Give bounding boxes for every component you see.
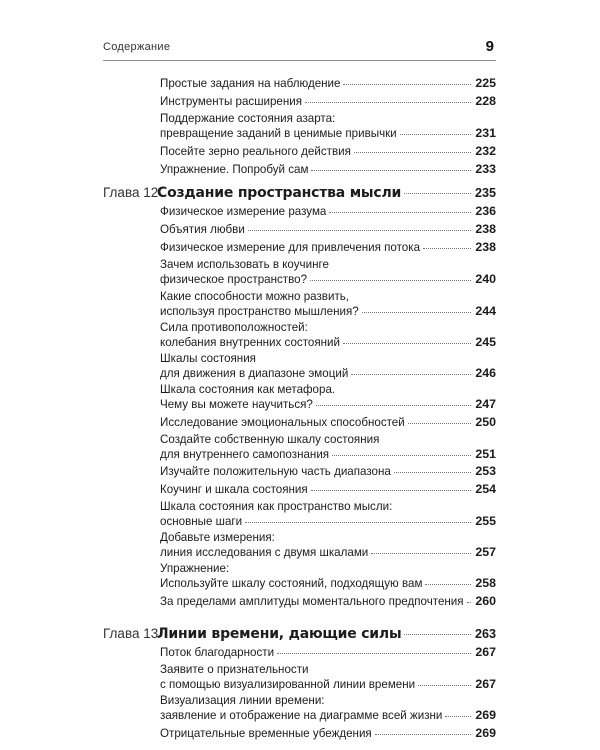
toc-page-number: 245: [475, 335, 496, 349]
leader-dots: [310, 280, 471, 281]
toc-entry: [160, 240, 496, 255]
toc-entry-title: За пределами амплитуды моментального предпочтения: [160, 595, 464, 608]
leader-dots: [371, 553, 471, 554]
toc-entry-title: Шкала состояния как пространство мысли:: [160, 500, 393, 513]
toc-page-number: 258: [475, 576, 496, 590]
toc-entry: [160, 222, 496, 237]
leader-dots: [329, 212, 471, 213]
toc-entry-title: Инструменты расширения: [160, 95, 303, 108]
toc-entry-title: Визуализация линии времени:: [160, 694, 325, 707]
chapter-title: Линии времени, дающие силы: [157, 626, 402, 642]
section-title: Содержание: [103, 41, 171, 53]
toc-entry-title-continued: используя пространство мышления?: [160, 305, 359, 318]
leader-dots: [305, 102, 471, 103]
leader-dots: [332, 455, 471, 456]
running-head: [103, 40, 496, 61]
toc-entry: [160, 144, 496, 159]
leader-dots: [354, 152, 471, 153]
chapter-label: Глава 13: [103, 626, 159, 641]
toc-entry-title: Создайте собственную шкалу состояния: [160, 433, 380, 446]
chapter-heading-13: [103, 626, 496, 642]
leader-dots: [404, 193, 471, 194]
leader-dots: [418, 685, 471, 686]
toc-page-number: 244: [475, 304, 496, 318]
toc-page-number: 257: [475, 545, 496, 559]
toc-entry: [160, 76, 496, 91]
leader-dots: [423, 248, 471, 249]
toc-entry: [160, 663, 496, 692]
toc-entry-title-continued: с помощью визуализированной линии времени: [160, 678, 416, 691]
chapter-label: Глава 12: [103, 185, 159, 200]
toc-page-number: 267: [475, 645, 496, 659]
leader-dots: [404, 634, 471, 635]
toc-page-number: 254: [475, 482, 496, 496]
toc-page-number: 246: [475, 366, 496, 380]
leader-dots: [277, 653, 471, 654]
toc-entry: [160, 415, 496, 430]
toc-page-number: 253: [475, 464, 496, 478]
toc-entry-title-continued: превращение заданий в ценимые привычки: [160, 127, 397, 140]
toc-entry: [160, 258, 496, 287]
toc-page-number: 228: [475, 94, 496, 108]
toc-entry-title: Упражнение:: [160, 562, 230, 575]
toc-entry: [160, 482, 496, 497]
toc-entry-title: Изучайте положительную часть диапазона: [160, 465, 391, 478]
leader-dots: [311, 170, 471, 171]
leader-dots: [343, 343, 471, 344]
toc-page-number: 247: [475, 397, 496, 411]
toc-entry-title: Заявите о признательности: [160, 663, 309, 676]
toc-entry: [160, 531, 496, 560]
toc-page-number: 238: [475, 240, 496, 254]
toc-page-number: 233: [475, 162, 496, 176]
toc-entry: [160, 162, 496, 177]
page-number: 9: [485, 38, 494, 55]
toc-page-number: 238: [475, 222, 496, 236]
toc-entry-title: Коучинг и шкала состояния: [160, 483, 308, 496]
toc-entry: [160, 594, 496, 609]
leader-dots: [408, 423, 471, 424]
toc-entry-title: Посейте зерно реального действия: [160, 145, 351, 158]
toc-page-number: 267: [475, 677, 496, 691]
toc-entry: [160, 433, 496, 462]
toc-entry-title: Добавьте измерения:: [160, 531, 275, 544]
toc-entry-title: Поток благодарности: [160, 646, 275, 659]
toc-page-number: 236: [475, 204, 496, 218]
toc-entry: [160, 726, 496, 741]
leader-dots: [425, 584, 471, 585]
toc-entry: [160, 645, 496, 660]
toc-entry: [160, 352, 496, 381]
toc-entry: [160, 383, 496, 412]
toc-page-number: 240: [475, 272, 496, 286]
toc-entry-title: Объятия любви: [160, 223, 245, 236]
toc-page-number: 269: [475, 708, 496, 722]
leader-dots: [311, 490, 471, 491]
toc-entry-title: Поддержание состояния азарта:: [160, 112, 336, 125]
leader-dots: [467, 602, 471, 603]
toc-entry-title-continued: Используйте шкалу состояний, подходящую вам: [160, 577, 423, 590]
toc-page-number: 231: [475, 126, 496, 140]
toc-entry: [160, 562, 496, 591]
leader-dots: [394, 472, 471, 473]
chapter-page-number: 263: [474, 627, 496, 641]
toc-entry-title-continued: заявление и отображение на диаграмме всей жизни: [160, 709, 443, 722]
toc-page-number: 250: [475, 415, 496, 429]
toc-page-number: 269: [475, 726, 496, 740]
toc-entry: [160, 112, 496, 141]
leader-dots: [245, 522, 471, 523]
toc-entry-title-continued: линия исследования с двумя шкалами: [160, 546, 369, 559]
toc-entry-title-continued: для внутреннего самопознания: [160, 448, 330, 461]
toc-entry-title: Физическое измерение для привлечения потока: [160, 241, 421, 254]
toc-entry: [160, 204, 496, 219]
toc-entry-title: Шкалы состояния: [160, 352, 256, 365]
toc-entry: [160, 464, 496, 479]
toc-entry-title: Какие способности можно развить,: [160, 290, 350, 303]
toc-entry-title: Зачем использовать в коучинге: [160, 258, 329, 271]
toc-page-number: 255: [475, 514, 496, 528]
toc-entry-title-continued: основные шаги: [160, 515, 243, 528]
toc-entry: [160, 321, 496, 350]
leader-dots: [400, 134, 471, 135]
toc-entry: [160, 94, 496, 109]
toc-entry-title: Простые задания на наблюдение: [160, 77, 341, 90]
leader-dots: [343, 84, 471, 85]
toc-entry-title-continued: для движения в диапазоне эмоций: [160, 367, 349, 380]
toc-entry-title-continued: физическое пространство?: [160, 273, 308, 286]
leader-dots: [362, 312, 471, 313]
toc-entry-title-continued: Чему вы можете научиться?: [160, 398, 313, 411]
toc-entry-title: Исследование эмоциональных способностей: [160, 416, 405, 429]
leader-dots: [445, 716, 471, 717]
leader-dots: [375, 734, 471, 735]
toc-entry-title-continued: колебания внутренних состояний: [160, 336, 340, 349]
toc-page-number: 251: [475, 447, 496, 461]
toc-entry: [160, 290, 496, 319]
toc-entry: [160, 500, 496, 529]
toc-entry-title: Физическое измерение разума: [160, 205, 327, 218]
toc-entry-title: Отрицательные временные убеждения: [160, 727, 372, 740]
leader-dots: [248, 230, 471, 231]
leader-dots: [351, 374, 471, 375]
toc-page-number: 232: [475, 144, 496, 158]
toc-entry-title: Сила противоположностей:: [160, 321, 308, 334]
toc-page-number: 225: [475, 76, 496, 90]
toc-entry-title: Шкала состояния как метафора.: [160, 383, 336, 396]
toc-entry: [160, 694, 496, 723]
toc-page-number: 260: [475, 594, 496, 608]
chapter-heading-12: [103, 185, 496, 201]
toc-entry-title: Упражнение. Попробуй сам: [160, 163, 309, 176]
chapter-page-number: 235: [474, 186, 496, 200]
chapter-title: Создание пространства мысли: [157, 185, 402, 201]
leader-dots: [316, 405, 471, 406]
